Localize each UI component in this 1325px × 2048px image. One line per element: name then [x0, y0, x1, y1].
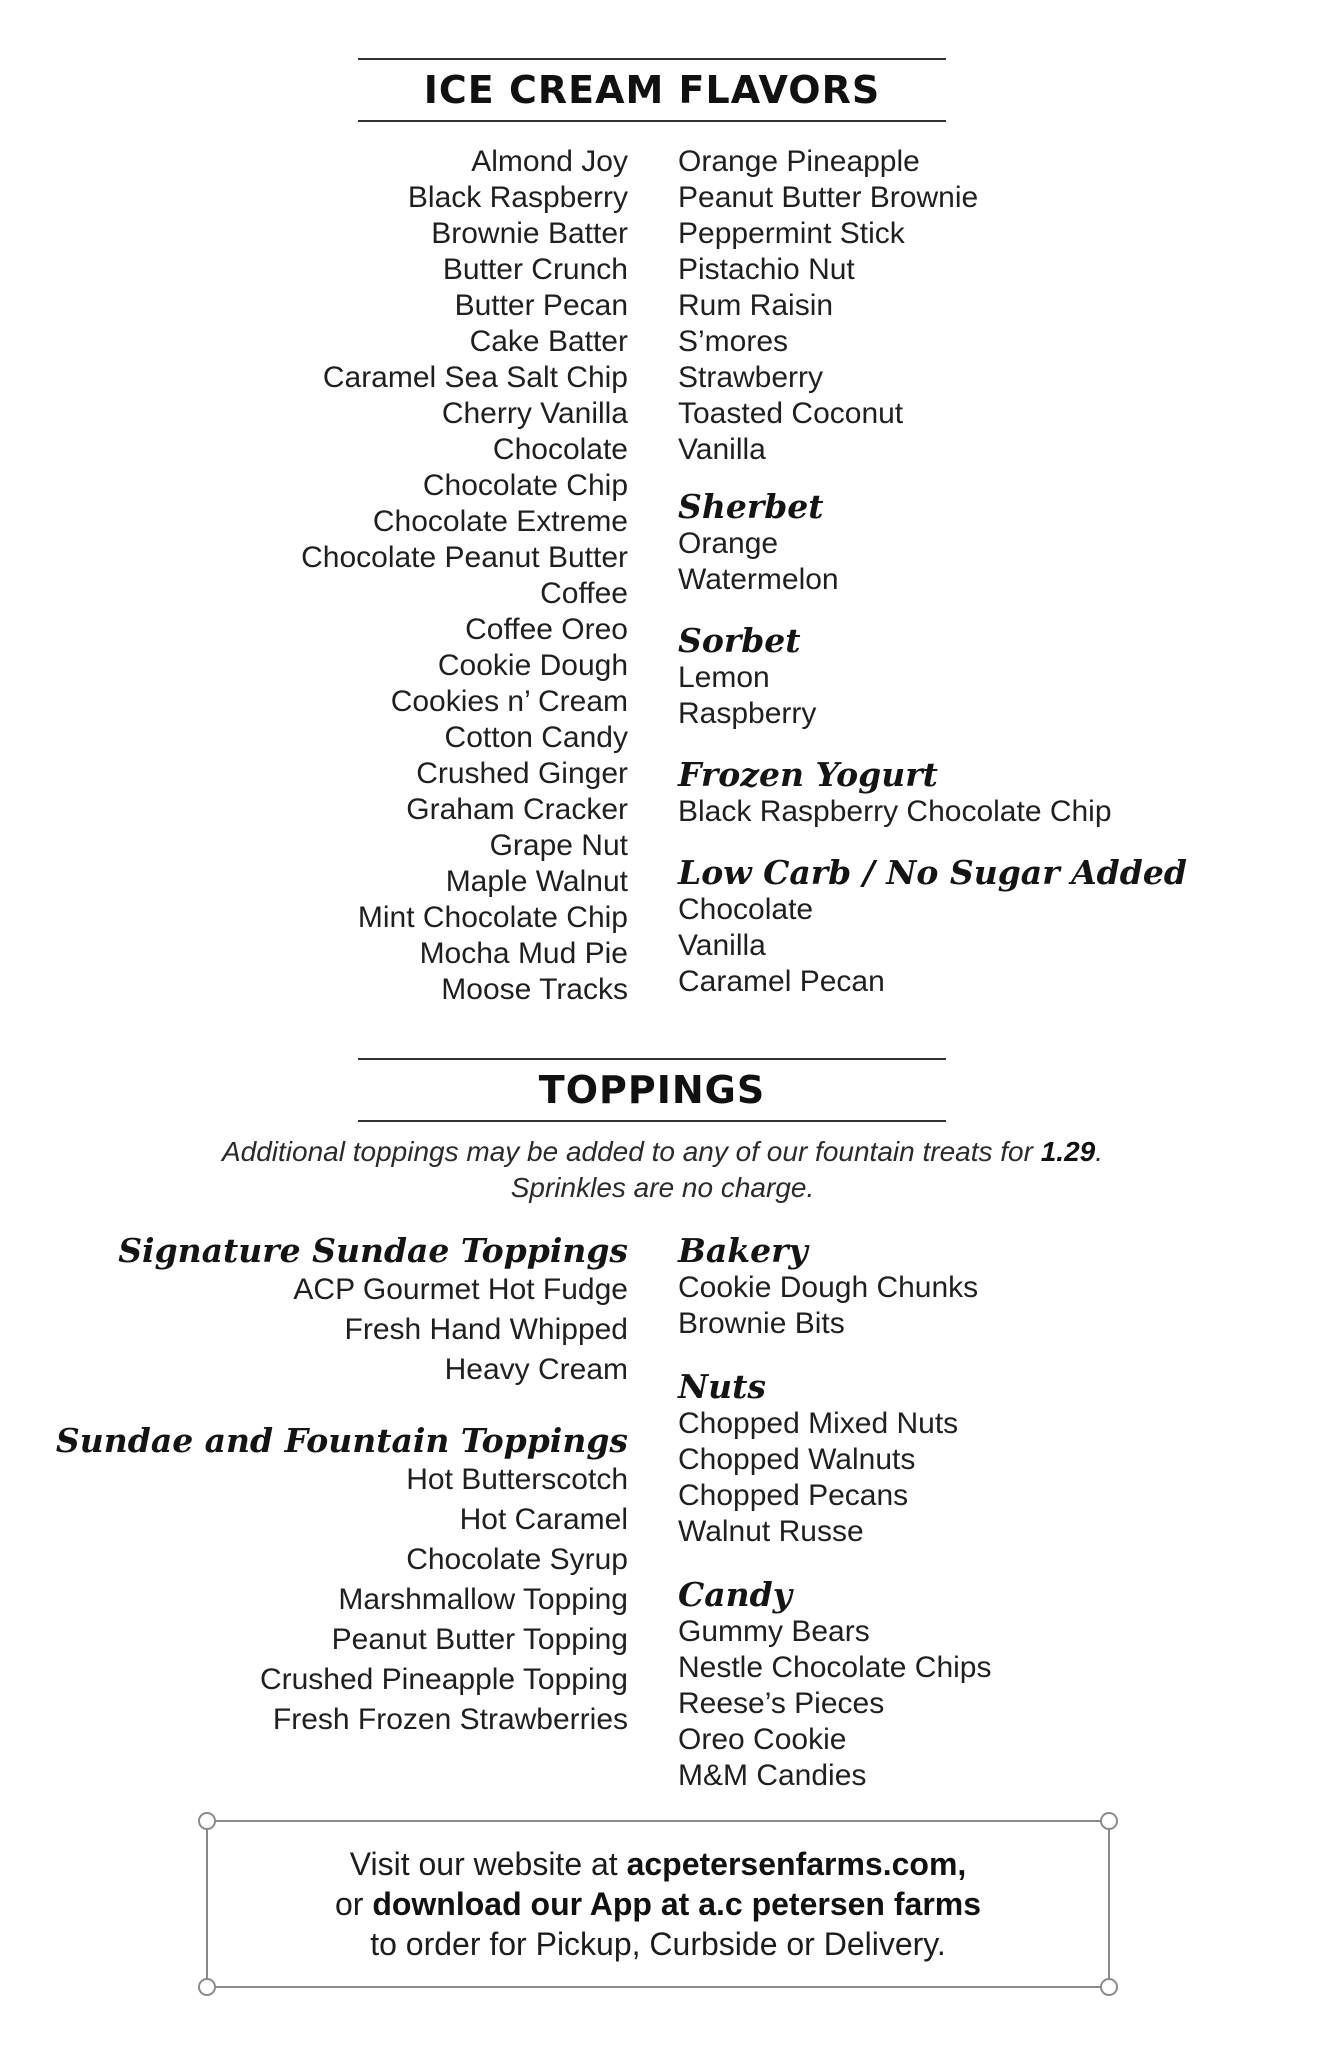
- list-item: Mocha Mud Pie: [419, 937, 628, 970]
- list-item: Peanut Butter Brownie: [678, 181, 979, 214]
- box-corner-ornament: [1100, 1978, 1118, 1996]
- fountain-toppings-heading: Sundae and Fountain Toppings: [55, 1421, 628, 1460]
- list-item: Chopped Pecans: [678, 1479, 909, 1512]
- list-item: Chocolate: [492, 433, 628, 466]
- list-item: Cookies n’ Cream: [390, 685, 628, 718]
- toppings-note-period: .: [1095, 1136, 1104, 1167]
- sherbet-list: [678, 526, 1187, 598]
- toppings-heading: TOPPINGS: [358, 1058, 946, 1122]
- fountain-toppings-list: [56, 1460, 628, 1740]
- list-item: Oreo Cookie: [678, 1723, 847, 1756]
- low-carb-heading: Low Carb / No Sugar Added: [678, 853, 1187, 892]
- footer-or-text: or: [334, 1886, 373, 1922]
- list-item: Caramel Pecan: [678, 965, 885, 998]
- list-item: Butter Pecan: [454, 289, 628, 322]
- toppings-note-text: Additional toppings may be added to any of our fountain treats for: [221, 1136, 1041, 1167]
- list-item: Grape Nut: [489, 829, 628, 862]
- sherbet-heading: Sherbet: [678, 487, 824, 526]
- list-item: Brownie Batter: [431, 217, 628, 250]
- list-item: Strawberry: [678, 361, 824, 394]
- list-item: Black Raspberry: [407, 181, 628, 214]
- list-item: Lemon: [678, 661, 770, 694]
- bakery-list: [678, 1270, 992, 1342]
- list-item: Rum Raisin: [678, 289, 834, 322]
- footer-visit-text: Visit our website at: [349, 1846, 627, 1882]
- list-item: Fresh Hand Whipped: [344, 1313, 628, 1346]
- list-item: Coffee: [540, 577, 628, 610]
- list-item: Chopped Walnuts: [678, 1443, 916, 1476]
- toppings-note-line1: [0, 1134, 1325, 1170]
- list-item: Cotton Candy: [444, 721, 628, 754]
- signature-toppings-list: [56, 1270, 628, 1390]
- signature-toppings-heading: Signature Sundae Toppings: [118, 1231, 628, 1270]
- list-item: Walnut Russe: [678, 1515, 864, 1548]
- list-item: Cake Batter: [469, 325, 628, 358]
- list-item: Pistachio Nut: [678, 253, 855, 286]
- candy-list: [678, 1614, 992, 1794]
- list-item: Almond Joy: [471, 145, 628, 178]
- list-item: Peppermint Stick: [678, 217, 905, 250]
- low-carb-list: [678, 892, 1187, 1000]
- box-corner-ornament: [198, 1978, 216, 1996]
- list-item: ACP Gourmet Hot Fudge: [293, 1273, 628, 1306]
- right-flavor-column: [678, 144, 1187, 1000]
- list-item: Heavy Cream: [444, 1353, 628, 1386]
- list-item: Orange Pineapple: [678, 145, 920, 178]
- app-download-text: download our App at a.c petersen farms: [372, 1886, 982, 1922]
- ice-cream-heading: ICE CREAM FLAVORS: [358, 58, 946, 122]
- list-item: Reese’s Pieces: [678, 1687, 885, 1720]
- order-info-box: [206, 1820, 1110, 1988]
- bakery-heading: Bakery: [678, 1231, 808, 1270]
- sorbet-list: [678, 660, 1187, 732]
- list-item: Fresh Frozen Strawberries: [272, 1703, 628, 1736]
- list-item: Caramel Sea Salt Chip: [322, 361, 628, 394]
- list-item: Cookie Dough: [437, 649, 628, 682]
- frozen-yogurt-heading: Frozen Yogurt: [678, 755, 938, 794]
- list-item: Moose Tracks: [441, 973, 628, 1006]
- toppings-right-column: [678, 1232, 992, 1794]
- list-item: Graham Cracker: [406, 793, 628, 826]
- footer-line2: [208, 1884, 1108, 1924]
- list-item: Mint Chocolate Chip: [357, 901, 628, 934]
- list-item: Maple Walnut: [445, 865, 628, 898]
- list-item: Chocolate Syrup: [406, 1543, 628, 1576]
- list-item: Peanut Butter Topping: [331, 1623, 628, 1656]
- candy-heading: Candy: [678, 1575, 792, 1614]
- nuts-heading: Nuts: [678, 1367, 766, 1406]
- list-item: Butter Crunch: [442, 253, 628, 286]
- list-item: Vanilla: [678, 433, 766, 466]
- list-item: Hot Butterscotch: [406, 1463, 628, 1496]
- list-item: S’mores: [678, 325, 789, 358]
- frozen-yogurt-list: [678, 794, 1187, 830]
- list-item: Hot Caramel: [459, 1503, 628, 1536]
- list-item: Watermelon: [678, 563, 839, 596]
- box-corner-ornament: [198, 1812, 216, 1830]
- nuts-list: [678, 1406, 992, 1550]
- toppings-note-line2: Sprinkles are no charge.: [510, 1172, 815, 1203]
- right-flavor-list: [678, 144, 1187, 468]
- list-item: Vanilla: [678, 929, 766, 962]
- website-link[interactable]: acpetersenfarms.com,: [626, 1846, 967, 1882]
- list-item: Cherry Vanilla: [441, 397, 628, 430]
- list-item: Chocolate Extreme: [372, 505, 628, 538]
- list-item: Black Raspberry Chocolate Chip: [678, 795, 1112, 828]
- list-item: Chocolate Peanut Butter: [301, 541, 628, 574]
- footer-line1: [208, 1844, 1108, 1884]
- list-item: Chocolate Chip: [422, 469, 628, 502]
- toppings-left-column: [56, 1232, 628, 1740]
- list-item: Marshmallow Topping: [338, 1583, 628, 1616]
- toppings-price: 1.29: [1040, 1136, 1096, 1167]
- list-item: Toasted Coconut: [678, 397, 904, 430]
- toppings-note: [0, 1134, 1325, 1206]
- list-item: Cookie Dough Chunks: [678, 1271, 979, 1304]
- sorbet-heading: Sorbet: [678, 621, 801, 660]
- footer-line3: to order for Pickup, Curbside or Delivery.: [370, 1926, 946, 1962]
- list-item: Crushed Ginger: [416, 757, 628, 790]
- box-corner-ornament: [1100, 1812, 1118, 1830]
- list-item: M&M Candies: [678, 1759, 867, 1792]
- list-item: Coffee Oreo: [465, 613, 628, 646]
- list-item: Nestle Chocolate Chips: [678, 1651, 992, 1684]
- list-item: Orange: [678, 527, 779, 560]
- list-item: Crushed Pineapple Topping: [259, 1663, 628, 1696]
- list-item: Raspberry: [678, 697, 817, 730]
- left-flavor-column: [301, 144, 628, 1008]
- list-item: Chopped Mixed Nuts: [678, 1407, 959, 1440]
- list-item: Chocolate: [678, 893, 814, 926]
- list-item: Brownie Bits: [678, 1307, 845, 1340]
- list-item: Gummy Bears: [678, 1615, 870, 1648]
